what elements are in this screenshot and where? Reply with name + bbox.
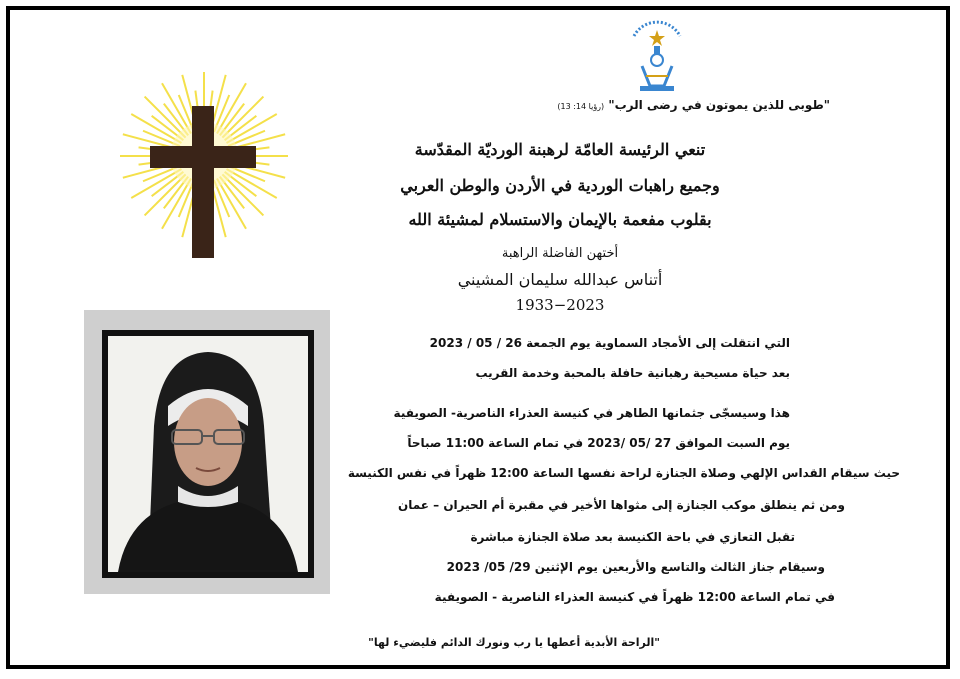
congregation-logo-icon [626, 16, 688, 92]
cross-icon [112, 68, 296, 258]
scripture-verse [557, 98, 830, 112]
nun-portrait [108, 336, 308, 572]
verse-text: "طوبى للذين يموتون في رضى الرب" [608, 98, 830, 112]
verse-reference: (رؤيا 14: 13) [557, 102, 605, 111]
detail-line: وسيقام جناز الثالث والتاسع والأربعين يوم الإثنين 29/ 05/ 2023 [446, 560, 825, 574]
deceased-name: أتناس عبدالله سليمان المشيني [457, 270, 663, 289]
detail-line: في تمام الساعة 12:00 ظهراً في كنيسة العذراء الناصرية - الصويفية [434, 590, 835, 604]
detail-line: التي انتقلت إلى الأمجاد السماوية يوم الجمعة 26 / 05 / 2023 [429, 336, 790, 350]
detail-line: بعد حياة مسيحية رهبانية حافلة بالمحبة وخدمة القريب [475, 366, 790, 380]
detail-line: تقبل التعازي في باحة الكنيسة بعد صلاة الجنازة مباشرة [470, 530, 795, 544]
announcement-line-1: تنعي الرئيسة العامّة لرهبنة الورديّة المقدّسة [414, 140, 706, 159]
detail-line: ومن ثم ينطلق موكب الجنازة إلى مثواها الأخير في مقبرة أم الحيران – عمان [397, 498, 845, 512]
deceased-intro: أختهن الفاضلة الراهبة [501, 246, 619, 261]
detail-line: حيث سيقام القداس الإلهي وصلاة الجنازة لراحة نفسها الساعة 12:00 ظهراً في نفس الكنيسة [347, 466, 900, 480]
closing-prayer: "الراحة الأبدية أعطها يا رب ونورك الدائم فليضيء لها" [368, 636, 660, 649]
detail-line: هذا وسيسجّى جثمانها الطاهر في كنيسة العذراء الناصرية- الصويفية [393, 406, 790, 420]
announcement-line-2: وجميع راهبات الوردية في الأردن والوطن العربي [400, 176, 720, 195]
detail-line: يوم السبت الموافق 27 /05 /2023 في تمام الساعة 11:00 صباحاً [407, 436, 790, 450]
deceased-years: 1933−2023 [515, 296, 605, 314]
announcement-line-3: بقلوب مفعمة بالإيمان والاستسلام لمشيئة الله [408, 210, 712, 229]
